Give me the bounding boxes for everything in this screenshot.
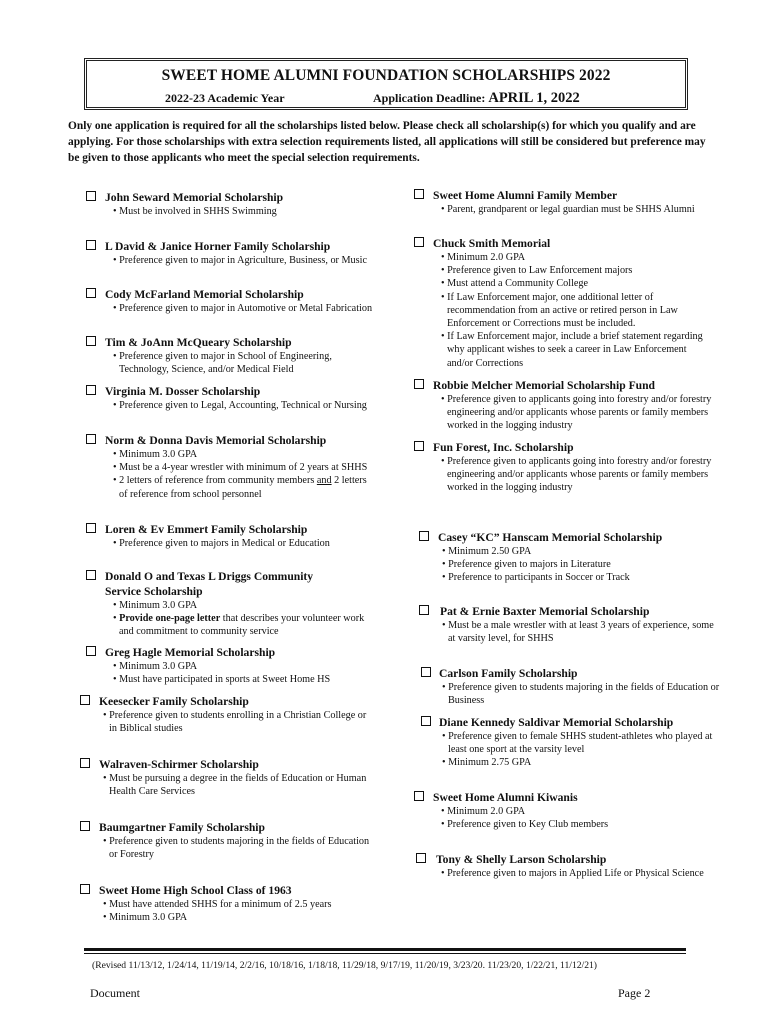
scholarship-title: Greg Hagle Memorial Scholarship: [105, 646, 276, 659]
bullet: • Minimum 2.75 GPA: [440, 756, 721, 769]
bullet: • Must attend a Community College: [439, 277, 714, 290]
scholarship-greg-hagle: [86, 645, 376, 686]
bullet: • Preference given to female SHHS student-athletes who played at least one sport at the varsity level: [440, 730, 721, 756]
scholarship-title: Diane Kennedy Saldivar Memorial Scholarship: [439, 716, 674, 729]
scholarship-title: Sweet Home Alumni Family Member: [433, 189, 618, 202]
bullet: • Preference given to majors in Literature: [440, 558, 719, 571]
scholarship-title: Casey “KC” Hanscam Memorial Scholarship: [438, 531, 663, 544]
bullet: • Preference given to applicants going into forestry and/or forestry engineering and/or applicants whose parents or family members worked in the logging industry: [439, 393, 714, 433]
checkbox[interactable]: [80, 695, 90, 705]
bullet: • Preference given to majors in Applied Life or Physical Science: [439, 867, 716, 880]
bullet: • Must be pursuing a degree in the fields of Education or Human Health Care Services: [101, 772, 370, 798]
bullet: • Must be involved in SHHS Swimming: [111, 205, 386, 218]
bullet: • Must be a 4-year wrestler with minimum of 2 years at SHHS: [111, 461, 376, 474]
checkbox[interactable]: [86, 191, 96, 201]
deadline-date: APRIL 1, 2022: [488, 90, 580, 106]
header-box: [84, 58, 688, 110]
scholarship-title: Tim & JoAnn McQueary Scholarship: [105, 336, 292, 349]
bullet: • Preference given to Legal, Accounting, Technical or Nursing: [111, 399, 376, 412]
scholarship-title: Robbie Melcher Memorial Scholarship Fund: [433, 379, 655, 392]
scholarship-emmert-family: [86, 522, 376, 550]
checkbox[interactable]: [86, 570, 96, 580]
intro-paragraph: Only one application is required for all the scholarships listed below. Please check all scholarship(s) for which you qualify and are applying. For those scholarships with extra selection requirements listed, all applications will still be considered but preference may be given to those applicants who meet the special selection requirements.: [68, 120, 706, 164]
scholarship-norm-donna-davis: [86, 433, 376, 501]
footer-rule-thin: [84, 953, 686, 954]
bullet: • If Law Enforcement major, one additional letter of recommendation from an active or retired person in Law Enforcement or Corrections must be included.: [439, 291, 714, 331]
scholarship-tony-shelly-larson: [416, 852, 716, 880]
checkbox[interactable]: [80, 758, 90, 768]
checkbox[interactable]: [80, 821, 90, 831]
bullet: • Minimum 3.0 GPA: [101, 911, 370, 924]
checkbox[interactable]: [86, 434, 96, 444]
bullet: • Preference given to majors in Medical or Education: [111, 537, 376, 550]
checkbox[interactable]: [416, 853, 426, 863]
bullet: • Preference given to applicants going into forestry and/or forestry engineering and/or applicants whose parents or family members worked in the logging industry: [439, 455, 714, 495]
scholarship-walraven-schirmer: [80, 757, 370, 798]
bullet: • Minimum 2.0 GPA: [439, 805, 714, 818]
bullet: • Preference given to students enrolling in a Christian College or in Biblical studies: [101, 709, 370, 735]
bullet: • Preference given to Key Club members: [439, 818, 714, 831]
scholarship-diane-kennedy-saldivar: [421, 715, 721, 770]
scholarship-title: Cody McFarland Memorial Scholarship: [105, 288, 304, 301]
scholarship-keesecker-family: [80, 694, 370, 735]
bullet: • Must have attended SHHS for a minimum of 2.5 years: [101, 898, 370, 911]
checkbox[interactable]: [86, 646, 96, 656]
scholarship-baumgartner-family: [80, 820, 370, 861]
scholarship-title: Tony & Shelly Larson Scholarship: [436, 853, 607, 866]
scholarship-mcqueary: [86, 335, 376, 376]
checkbox[interactable]: [419, 531, 429, 541]
scholarship-title: Keesecker Family Scholarship: [99, 695, 249, 708]
bullet: • Minimum 3.0 GPA: [111, 448, 376, 461]
checkbox[interactable]: [80, 884, 90, 894]
scholarship-title: Walraven-Schirmer Scholarship: [99, 758, 259, 771]
scholarship-robbie-melcher: [414, 378, 714, 433]
scholarship-title: Carlson Family Scholarship: [439, 667, 578, 680]
scholarship-title: Chuck Smith Memorial: [433, 237, 551, 250]
scholarship-pat-ernie-baxter: [419, 604, 719, 645]
bullet: • Preference given to Law Enforcement majors: [439, 264, 714, 277]
bullet: • Minimum 3.0 GPA: [111, 599, 376, 612]
scholarship-driggs-community: [86, 569, 376, 639]
footer-document-label: Document: [90, 986, 140, 1000]
bullet: • Must be a male wrestler with at least 3 years of experience, some at varsity level, for SHHS: [440, 619, 719, 645]
checkbox[interactable]: [86, 336, 96, 346]
scholarship-title: Norm & Donna Davis Memorial Scholarship: [105, 434, 327, 447]
bullet: • Preference given to major in Agriculture, Business, or Music: [111, 254, 376, 267]
bullet: • Minimum 3.0 GPA: [111, 660, 376, 673]
scholarship-title: Sweet Home High School Class of 1963: [99, 884, 292, 897]
scholarship-title: Loren & Ev Emmert Family Scholarship: [105, 523, 308, 536]
bullet: • If Law Enforcement major, include a brief statement regarding why applicant wishes to seek a career in Law Enforcement and/or Corrections: [439, 330, 714, 370]
scholarship-alumni-kiwanis: [414, 790, 714, 831]
scholarship-title: L David & Janice Horner Family Scholarship: [105, 240, 331, 253]
bullet: • Preference given to students majoring in the fields of Education or Forestry: [101, 835, 370, 861]
scholarship-cody-mcfarland: [86, 287, 376, 315]
checkbox[interactable]: [86, 288, 96, 298]
scholarship-title: Sweet Home Alumni Kiwanis: [433, 791, 578, 804]
bullet: • Preference given to major in School of Engineering, Technology, Science, and/or Medical Field: [111, 350, 376, 376]
scholarship-carlson-family: [421, 666, 721, 707]
academic-year: 2022-23 Academic Year: [165, 91, 285, 105]
page-title: SWEET HOME ALUMNI FOUNDATION SCHOLARSHIPS 2022: [161, 67, 611, 84]
checkbox[interactable]: [421, 667, 431, 677]
scholarship-horner-family: [86, 239, 376, 267]
footer-rule-thick: [84, 948, 686, 951]
bullet: • Preference to participants in Soccer or Track: [440, 571, 719, 584]
scholarship-chuck-smith: [414, 236, 714, 370]
application-deadline: Application Deadline: APRIL 1, 2022: [373, 90, 580, 106]
bullet: • Provide one-page letter that describes your volunteer work and commitment to community service: [111, 612, 376, 638]
checkbox[interactable]: [86, 523, 96, 533]
bullet: • Minimum 2.0 GPA: [439, 251, 714, 264]
bullet: • Preference given to students majoring in the fields of Education or Business: [440, 681, 721, 707]
scholarship-title: Pat & Ernie Baxter Memorial Scholarship: [440, 605, 650, 618]
scholarship-fun-forest: [414, 440, 714, 495]
page-number: Page 2: [618, 986, 651, 1000]
bullet: • Preference given to major in Automotive or Metal Fabrication: [111, 302, 376, 315]
bullet: • Parent, grandparent or legal guardian must be SHHS Alumni: [439, 203, 714, 216]
scholarship-title: John Seward Memorial Scholarship: [105, 191, 284, 204]
checkbox[interactable]: [86, 385, 96, 395]
checkbox[interactable]: [419, 605, 429, 615]
bullet: • Minimum 2.50 GPA: [440, 545, 719, 558]
scholarship-shhs-class-1963: [80, 883, 370, 924]
scholarship-title: Virginia M. Dosser Scholarship: [105, 385, 261, 398]
scholarship-john-seward: [86, 190, 386, 218]
scholarship-title: Baumgartner Family Scholarship: [99, 821, 265, 834]
checkbox[interactable]: [86, 240, 96, 250]
bullet: • 2 letters of reference from community members and 2 letters of reference from school personnel: [111, 474, 376, 500]
scholarship-title: Fun Forest, Inc. Scholarship: [433, 441, 574, 454]
scholarship-title-line2: Service Scholarship: [105, 585, 203, 598]
revision-dates: (Revised 11/13/12, 1/24/14, 11/19/14, 2/2/16, 10/18/16, 1/18/18, 11/29/18, 9/17/19, 11/20/19, 3/23/20. 11/23/20, 1/22/21, 11/12/21): [92, 960, 598, 971]
bullet: • Must have participated in sports at Sweet Home HS: [111, 673, 376, 686]
scholarship-casey-hanscam: [419, 530, 719, 585]
scholarship-title: Donald O and Texas L Driggs Community: [105, 570, 314, 583]
checkbox[interactable]: [414, 379, 424, 389]
scholarship-alumni-family-member: [414, 188, 714, 216]
checkbox[interactable]: [414, 791, 424, 801]
checkbox[interactable]: [414, 441, 424, 451]
scholarship-virginia-dosser: [86, 384, 376, 412]
checkbox[interactable]: [421, 716, 431, 726]
checkbox[interactable]: [414, 189, 424, 199]
checkbox[interactable]: [414, 237, 424, 247]
